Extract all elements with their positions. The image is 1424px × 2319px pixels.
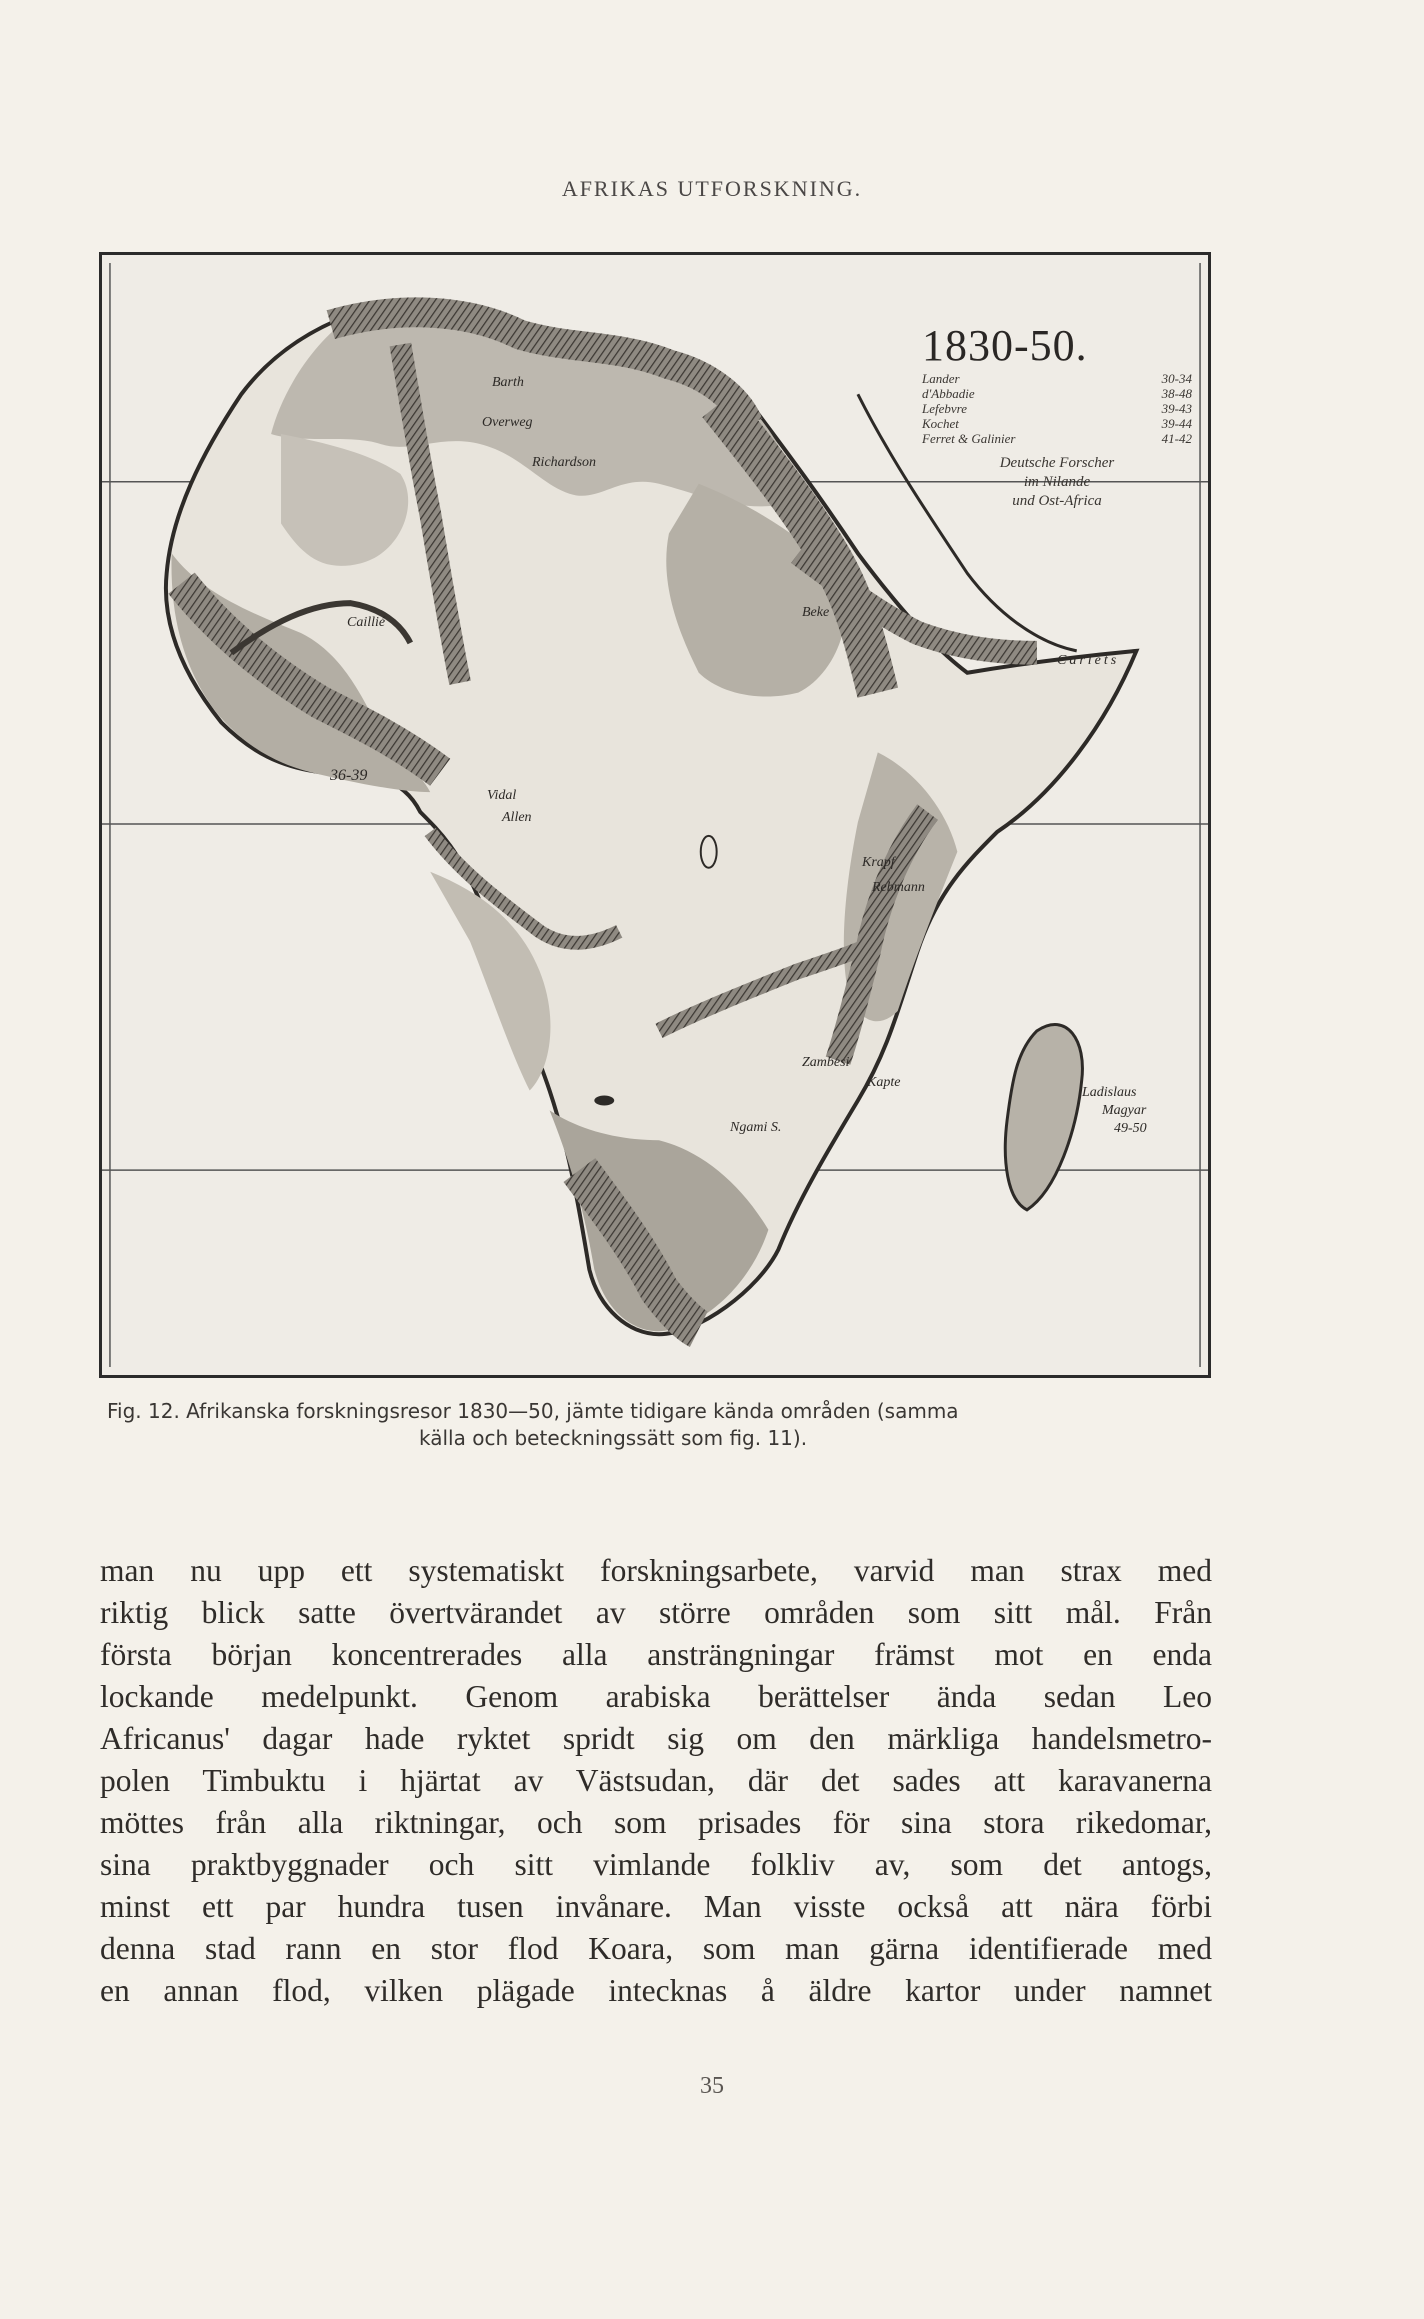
- legend-note-line: und Ost-Africa: [1012, 493, 1102, 509]
- legend-row: [922, 371, 1192, 386]
- body-paragraph: [100, 1550, 1212, 2012]
- map-label-krapf: Krapf: [862, 855, 895, 870]
- legend-row-name: Kochet: [922, 416, 959, 431]
- map-label-ladislaus: Ladislaus: [1082, 1085, 1137, 1100]
- map-label-years-36-39: 36-39: [330, 767, 368, 784]
- map-label-barth: Barth: [492, 375, 524, 390]
- legend-row-name: Lefebvre: [922, 401, 967, 416]
- legend-row-years: 30-34: [1161, 371, 1192, 386]
- legend-title: 1830-50.: [922, 321, 1088, 370]
- map-label-carlets: Carlets: [1057, 653, 1120, 668]
- lake-outline: [701, 836, 717, 868]
- legend-row-name: Lander: [922, 371, 960, 386]
- legend-row: [922, 401, 1192, 416]
- map-label-allen: Allen: [502, 810, 532, 825]
- legend-row-years: 41-42: [1161, 431, 1192, 446]
- map-label-kapte: Kapte: [867, 1075, 901, 1090]
- map-label-overweg: Overweg: [482, 415, 533, 430]
- body-line: lockande medelpunkt. Genom arabiska berättelser ända sedan Leo: [100, 1679, 1212, 1714]
- body-line: polen Timbuktu i hjärtat av Västsudan, där det sades att karavanerna: [100, 1763, 1212, 1798]
- map-label-ngami: Ngami S.: [730, 1120, 782, 1135]
- legend-row-name: Ferret & Galinier: [922, 431, 1016, 446]
- legend-row-years: 39-44: [1161, 416, 1192, 431]
- body-line: denna stad rann en stor flod Koara, som man gärna identifierade med: [100, 1931, 1212, 1966]
- figure-caption: [107, 1398, 1217, 1452]
- legend-note-line: Deutsche Forscher: [999, 455, 1115, 471]
- body-line: en annan flod, vilken plägade intecknas å äldre kartor under namnet: [100, 1973, 1212, 2008]
- body-line: Africanus' dagar hade ryktet spridt sig om den märkliga handelsmetro-: [100, 1721, 1212, 1756]
- page-number: 35: [700, 2073, 724, 2099]
- legend-row: [922, 386, 1192, 401]
- running-head: AFRIKAS UTFORSKNING.: [561, 176, 863, 201]
- map-label-richardson: Richardson: [532, 455, 597, 470]
- body-line: minst ett par hundra tusen invånare. Man visste också att nära förbi: [100, 1889, 1212, 1924]
- map-legend: [922, 320, 1192, 511]
- map-label-caillie: Caillié: [347, 615, 386, 630]
- map-label-rebmann: Rebmann: [872, 880, 925, 895]
- lake-ngami: [594, 1095, 614, 1105]
- body-line: möttes från alla riktningar, och som prisades för sina stora rikedomar,: [100, 1805, 1212, 1840]
- caption-line-2: källa och beteckningssätt som fig. 11).: [419, 1426, 808, 1450]
- legend-row-years: 38-48: [1161, 386, 1192, 401]
- map-label-magyar: Magyar: [1102, 1103, 1147, 1118]
- body-line: riktig blick satte övertvärandet av större områden som sitt mål. Från: [100, 1595, 1212, 1630]
- legend-note: [922, 454, 1192, 511]
- legend-row: [922, 431, 1192, 446]
- map-label-vidal: Vidal: [487, 788, 517, 803]
- legend-note-line: im Nilande: [1023, 474, 1091, 490]
- legend-row-years: 39-43: [1161, 401, 1192, 416]
- map-label-beke: Beke: [802, 605, 830, 620]
- body-line: sina praktbyggnader och sitt vimlande folkliv av, som det antogs,: [100, 1847, 1212, 1882]
- caption-line-1: Fig. 12. Afrikanska forskningsresor 1830—50, jämte tidigare kända områden (samma: [107, 1399, 959, 1423]
- africa-map: [99, 252, 1211, 1378]
- body-line: man nu upp ett systematiskt forskningsarbete, varvid man strax med: [100, 1553, 1212, 1588]
- legend-row-name: d'Abbadie: [922, 386, 975, 401]
- legend-row: [922, 416, 1192, 431]
- body-line: första början koncentrerades alla ansträngningar främst mot en enda: [100, 1637, 1212, 1672]
- map-label-zambezi: Zambesi: [802, 1055, 850, 1070]
- map-label-years-49-50: 49-50: [1114, 1121, 1147, 1136]
